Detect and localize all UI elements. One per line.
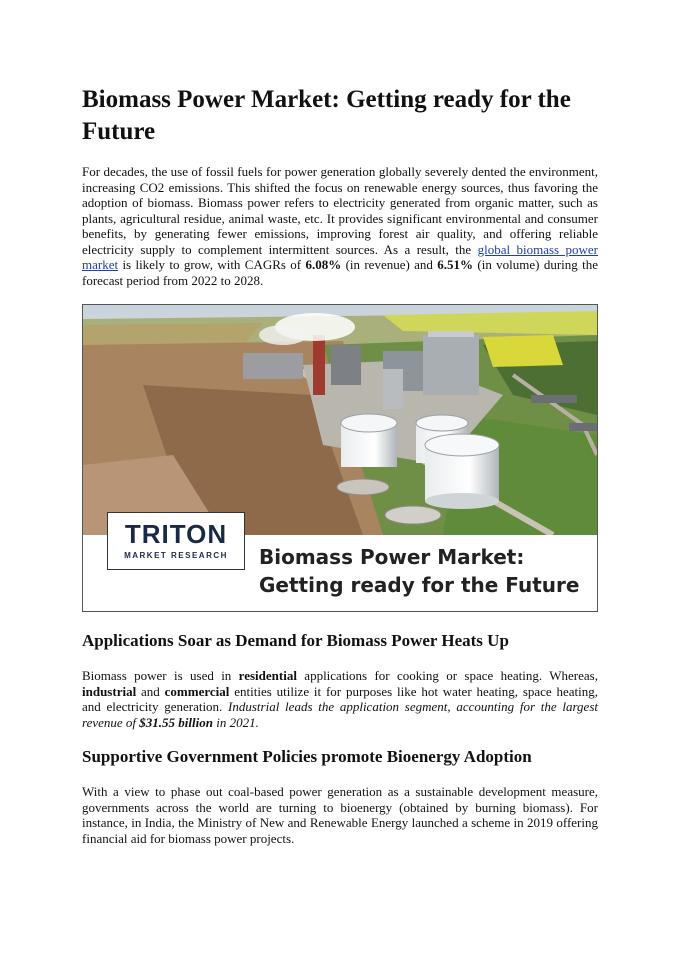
intro-text-1: For decades, the use of fossil fuels for power generation globally severely dented the environment, increasing CO2 emissions. This shifted the focus on renewable energy sources, thus favoring the adoption of biomass. Biomass power refers to electricity generated from organic matter, such as plants, agricultural residue, animal waste, etc. It provides significant environmental and consumer benefits, by generating fewer emissions, improving forest air quality, and offering reliable electricity supply to complement intermittent sources. As a result, the: [82, 164, 598, 257]
applications-text-4: entities utilize it for purposes like hot water heating, space heating, and electricity generation.: [82, 683, 599, 714]
term-commercial: commercial: [164, 683, 230, 699]
applications-paragraph: [82, 668, 598, 730]
market-link[interactable]: global biomass power market: [82, 241, 599, 272]
section-heading-policies: Supportive Government Policies promote Bioenergy Adoption: [82, 747, 532, 766]
banner-title-line-2: Getting ready for the Future: [259, 573, 580, 597]
intro-text-2: is likely to grow, with CAGRs of: [122, 257, 302, 272]
intro-text-3: (in revenue) and: [345, 257, 433, 272]
cagr-revenue: 6.08%: [305, 257, 342, 272]
applications-text-2: applications for cooking or space heating. Whereas,: [304, 668, 598, 683]
page-title: Biomass Power Market: Getting ready for the Future: [82, 86, 571, 145]
term-industrial: industrial: [82, 683, 137, 699]
banner-image: [82, 304, 598, 612]
applications-italic-2: in 2021.: [216, 714, 259, 730]
policies-paragraph: With a view to phase out coal-based power generation as a sustainable development measure, governments across the world are turning to bioenergy (obtained by burning biomass). For instance, in India, the Ministry of New and Renewable Energy launched a scheme in 2019 offering financial aid for biomass power projects.: [82, 784, 598, 846]
intro-text-4: (in volume) during the forecast period from 2022 to 2028.: [82, 257, 598, 288]
logo-wordmark: TRITON: [124, 519, 228, 549]
triton-logo: [107, 512, 245, 570]
term-residential: residential: [238, 668, 297, 683]
cagr-volume: 6.51%: [437, 257, 474, 272]
section-heading-applications: Applications Soar as Demand for Biomass Power Heats Up: [82, 631, 509, 650]
intro-paragraph: [82, 164, 598, 288]
applications-italic-1: Industrial leads the application segment, accounting for the largest revenue of: [82, 699, 598, 730]
applications-text-1: Biomass power is used in: [82, 668, 232, 683]
banner-title: [259, 543, 589, 599]
logo-tagline: MARKET RESEARCH: [124, 551, 228, 560]
banner-title-line-1: Biomass Power Market:: [259, 545, 525, 569]
biomass-plant-photo: [83, 305, 597, 535]
applications-text-3: and: [141, 683, 160, 699]
industrial-revenue: $31.55 billion: [139, 714, 213, 730]
